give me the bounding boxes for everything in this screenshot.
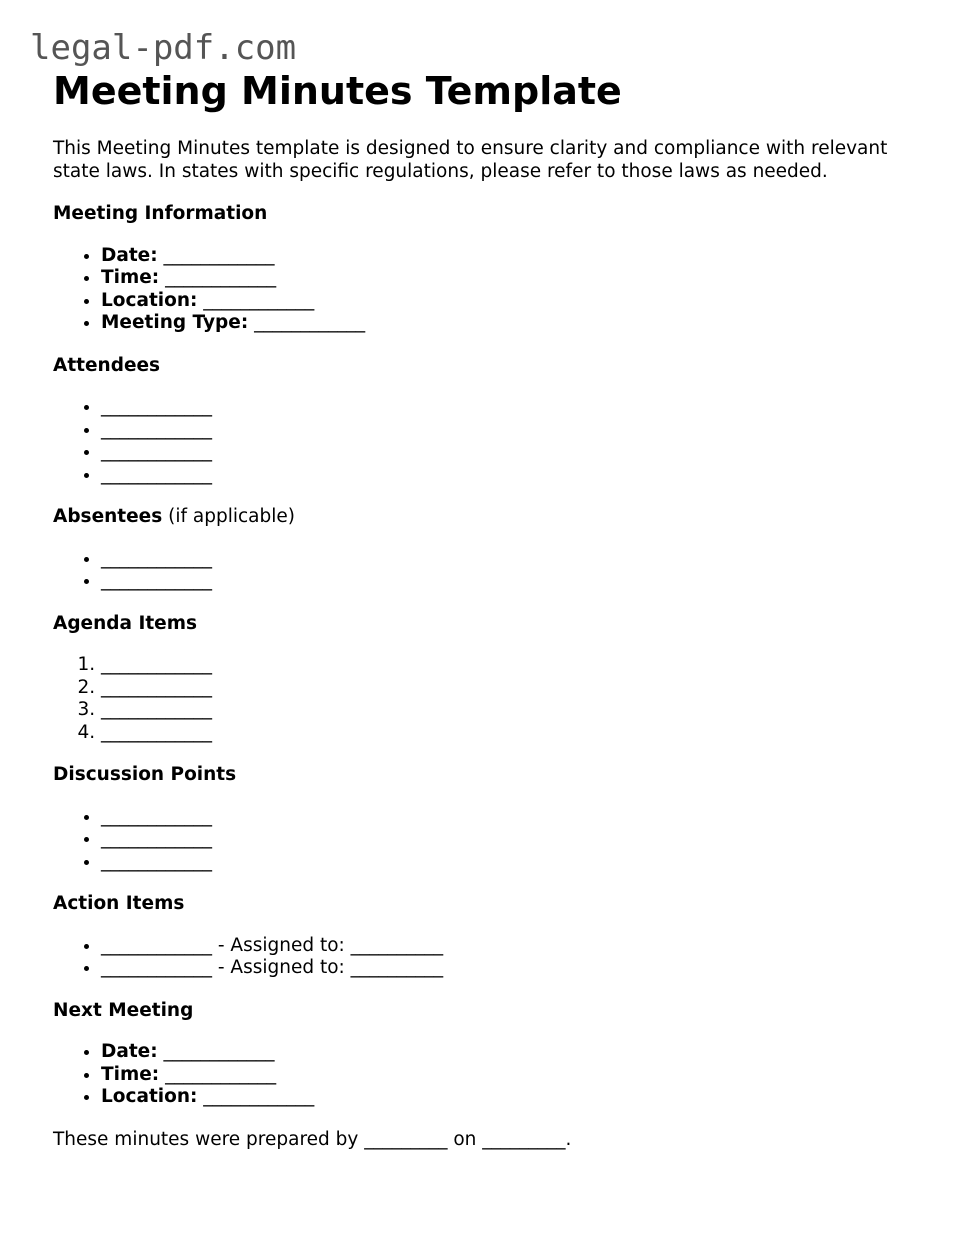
list-item: 1. ____________ <box>101 654 933 677</box>
attendees-list <box>53 396 933 486</box>
page-title: Meeting Minutes Template <box>53 69 622 113</box>
list-item: • ____________ <box>101 851 933 874</box>
blank-line: ____________ <box>157 244 275 266</box>
field-label: Meeting Type: <box>101 312 249 333</box>
blank-line: ____________ <box>197 289 315 311</box>
list-item: • ____________ <box>101 464 933 487</box>
blank-line: ____________ <box>197 1086 315 1107</box>
blank-line: ____________ <box>159 1063 277 1085</box>
absentees-list <box>53 548 933 593</box>
list-item: • ____________ <box>101 570 933 593</box>
list-item <box>101 312 933 335</box>
action-items-heading: Action Items <box>53 893 185 914</box>
list-item <box>101 1064 933 1087</box>
list-item: • ____________ - Assigned to: __________ <box>101 957 933 980</box>
agenda-items-list <box>53 654 933 744</box>
blank-line: ____________ <box>157 1041 275 1062</box>
action-items-list <box>53 935 933 980</box>
list-item: 3. ____________ <box>101 699 933 722</box>
field-label: Date: <box>101 244 158 266</box>
prepared-by-statement: These minutes were prepared by _________ on _________. <box>53 1128 572 1150</box>
list-item: • ____________ - Assigned to: __________ <box>101 935 933 958</box>
meeting-information-list <box>53 245 933 335</box>
intro-paragraph: This Meeting Minutes template is designed to ensure clarity and compliance with relevant state laws. In states with specific regulations, please refer to those laws as needed. <box>53 138 888 182</box>
next-meeting-heading: Next Meeting <box>53 999 194 1021</box>
field-label: Location: <box>101 289 198 311</box>
list-item: • ____________ <box>101 548 933 571</box>
list-item: • ____________ <box>101 828 933 851</box>
blank-line: ____________ <box>159 267 277 288</box>
watermark-logo: legal-pdf.com <box>30 28 297 68</box>
list-item <box>101 245 933 268</box>
list-item <box>101 1041 933 1064</box>
blank-line: ____________ <box>248 312 366 333</box>
agenda-items-heading: Agenda Items <box>53 612 198 634</box>
list-item: 2. ____________ <box>101 677 933 700</box>
attendees-heading: Attendees <box>53 354 161 376</box>
list-item: • ____________ <box>101 441 933 464</box>
list-item: • ____________ <box>101 419 933 442</box>
field-label: Date: <box>101 1041 158 1062</box>
list-item <box>101 1086 933 1109</box>
list-item: • ____________ <box>101 396 933 419</box>
document-body <box>53 66 933 1151</box>
field-label: Time: <box>101 267 160 288</box>
field-label: Location: <box>101 1086 198 1107</box>
list-item: • ____________ <box>101 806 933 829</box>
field-label: Time: <box>101 1063 160 1085</box>
discussion-points-list <box>53 806 933 874</box>
absentees-note: (if applicable) <box>162 506 295 527</box>
meeting-information-heading: Meeting Information <box>53 203 268 224</box>
absentees-heading <box>53 506 933 529</box>
list-item: 4. ____________ <box>101 722 933 745</box>
discussion-points-heading: Discussion Points <box>53 764 237 785</box>
absentees-heading-label: Absentees <box>53 506 163 527</box>
list-item <box>101 290 933 313</box>
next-meeting-list <box>53 1041 933 1109</box>
list-item <box>101 267 933 290</box>
